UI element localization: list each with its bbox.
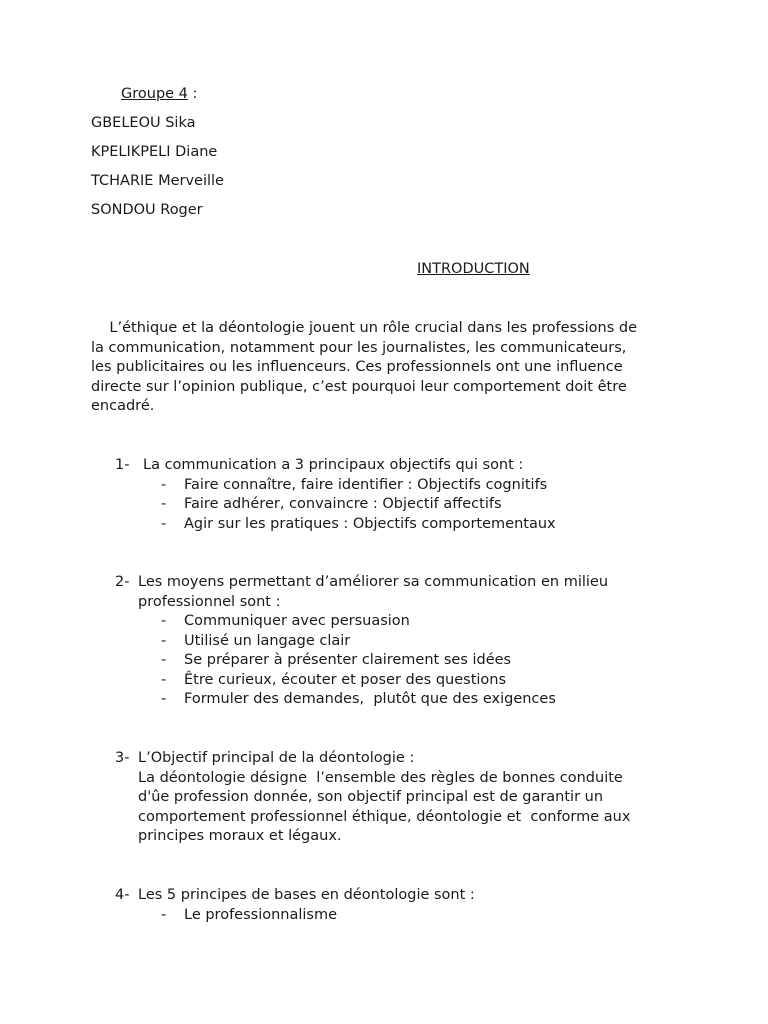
section-number: 1-: [115, 457, 130, 473]
section-heading: Les 5 principes de bases en déontologie sont :: [138, 887, 475, 903]
group-suffix: :: [187, 86, 198, 102]
group-heading: [121, 85, 197, 105]
bullet-marker: -: [161, 652, 167, 668]
intro-line: encadré.: [91, 398, 155, 414]
bullet-item: Être curieux, écouter et poser des questions: [184, 671, 507, 688]
bullet-item: Le professionnalisme: [184, 906, 338, 923]
section-text: comportement professionnel éthique, déontologie et conforme aux: [138, 808, 631, 825]
bullet-marker: -: [161, 671, 167, 688]
section-heading: professionnel sont :: [138, 593, 281, 610]
bullet-item: Formuler des demandes, plutôt que des exigences: [184, 691, 556, 707]
section-heading: Les moyens permettant d’améliorer sa communication en milieu: [138, 574, 609, 590]
section-text: d'ûe profession donnée, son objectif principal est de garantir un: [138, 789, 604, 805]
intro-line: les publicitaires ou les influenceurs. Ces professionnels ont une influence: [91, 359, 623, 375]
bullet-marker: -: [161, 613, 167, 629]
member-name: GBELEOU Sika: [91, 115, 196, 131]
section-number: 2-: [115, 574, 130, 590]
section-number: 4-: [115, 887, 130, 903]
section-number: 3-: [115, 750, 130, 766]
section-text: La déontologie désigne l’ensemble des règles de bonnes conduite: [138, 769, 623, 786]
bullet-marker: -: [161, 632, 167, 649]
section-heading: L’Objectif principal de la déontologie :: [138, 750, 415, 766]
member-name: SONDOU Roger: [91, 202, 203, 218]
bullet-item: Se préparer à présenter clairement ses idées: [184, 652, 512, 668]
bullet-item: Faire connaître, faire identifier : Objectifs cognitifs: [184, 476, 548, 493]
bullet-marker: -: [161, 691, 167, 707]
bullet-marker: -: [161, 476, 167, 493]
bullet-item: Faire adhérer, convaincre : Objectif affectifs: [184, 496, 502, 512]
bullet-marker: -: [161, 496, 167, 512]
bullet-item: Agir sur les pratiques : Objectifs comportementaux: [184, 515, 556, 532]
bullet-item: Communiquer avec persuasion: [184, 613, 410, 629]
member-name: KPELIKPELI Diane: [91, 144, 218, 160]
bullet-marker: -: [161, 906, 167, 923]
intro-line: L’éthique et la déontologie jouent un rôle crucial dans les professions de: [91, 320, 638, 336]
document-title: INTRODUCTION: [417, 261, 530, 277]
section-heading: La communication a 3 principaux objectifs qui sont :: [143, 457, 524, 473]
group-label: Groupe 4: [121, 86, 188, 102]
member-name: TCHARIE Merveille: [91, 173, 224, 189]
bullet-item: Utilisé un langage clair: [184, 632, 351, 649]
intro-line: directe sur l’opinion publique, c’est pourquoi leur comportement doit être: [91, 378, 627, 395]
intro-line: la communication, notamment pour les journalistes, les communicateurs,: [91, 339, 627, 356]
section-text: principes moraux et légaux.: [138, 828, 342, 844]
bullet-marker: -: [161, 515, 167, 532]
